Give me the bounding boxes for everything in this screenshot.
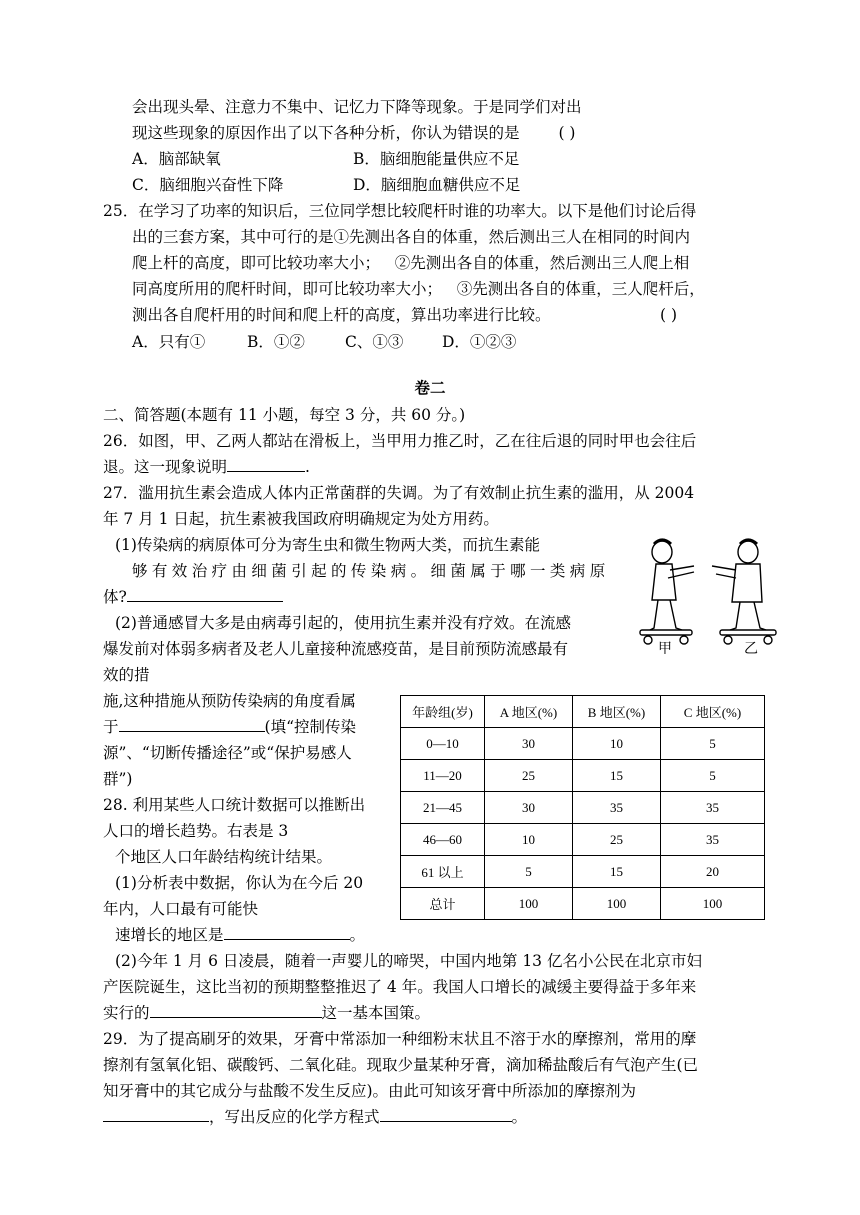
cell-c: 35 [661,792,765,824]
q27-p2-line6: 源”、“切断传播途径”或“保护易感人 [103,744,352,762]
q27-line1: 27．滥用抗生素会造成人体内正常菌群的失调。为了有效制止抗生素的滥用，从 2004 [103,484,695,502]
q28-p2-tail: 这一基本国策。 [321,1004,431,1022]
cell-a: 25 [485,760,573,792]
header-age-group: 年龄组(岁) [401,696,485,728]
cell-c: 35 [661,824,765,856]
q26-period: . [305,458,310,476]
q28-p2-line1: (2)今年 1 月 6 日凌晨，随着一声婴儿的啼哭，中国内地第 13 亿名小公民在北京市妇 [115,952,702,970]
q28-line3: 个地区人口年龄结构统计结果。 [115,848,333,866]
q25-answer-paren: ( ) [660,306,678,324]
q25-option-d: D．①②③ [442,333,517,351]
cell-a: 5 [485,856,573,888]
q28-p1-line3 [115,923,365,947]
cell-age: 61 以上 [401,856,485,888]
q29-equation-blank[interactable] [380,1105,512,1122]
q28-line2: 人口的增长趋势。右表是 3 [103,822,289,840]
section-header: 二、简答题(本题有 11 小题，每空 3 分，共 60 分。) [103,406,466,424]
q28-p1-period: 。 [349,926,366,944]
q27-p2-line2: 爆发前对体弱多病者及老人儿童接种流感疫苗，是目前预防流感最有 [103,640,569,658]
skateboard-figure [632,530,782,654]
q28-line1: 28. 利用某些人口统计数据可以推断出 [103,796,366,814]
table-header-row [401,696,765,728]
q24-option-b: B．脑细胞能量供应不足 [353,150,520,168]
q27-p1-line1: (1)传染病的病原体可分为寄生虫和微生物两大类，而抗生素能 [115,536,540,554]
q29-line2: 擦剂有氢氧化铝、碳酸钙、二氧化硅。现取少量某种牙膏，滴加稀盐酸后有气泡产生(已 [103,1056,699,1074]
q28-p1-line1: (1)分析表中数据，你认为在今后 20 [115,874,364,892]
q27-p1-answer-blank[interactable] [127,585,283,602]
cell-b: 100 [573,888,661,920]
q27-p2-line7: 群”) [103,770,133,788]
q27-line2: 年 7 月 1 日起，抗生素被我国政府明确规定为处方用药。 [103,510,499,528]
table-row-total [401,888,765,920]
q24-line1: 会出现头晕、注意力不集中、记忆力下降等现象。于是同学们对出 [132,98,582,116]
q28-p1-text: 速增长的地区是 [115,926,224,944]
q29-abrasive-blank[interactable] [103,1105,209,1122]
header-region-b: B 地区(%) [573,696,661,728]
q28-p2-line3 [103,1001,430,1025]
cell-c: 5 [661,760,765,792]
label-yi: 乙 [744,641,758,654]
person-yi [712,540,776,644]
q24-line2 [132,121,575,145]
q27-p2-hint: (填“控制传染 [264,718,356,736]
q24-option-c: C．脑细胞兴奋性下降 [132,176,284,194]
q28-p1-line2: 年内，人口最有可能快 [103,900,259,918]
table-row [401,728,765,760]
q25-line3: 爬上杆的高度，即可比较功率大小； ②先测出各自的体重，然后测出三人爬上相 [132,254,690,272]
cell-age: 0—10 [401,728,485,760]
cell-age: 46—60 [401,824,485,856]
q26-text: 退。这一现象说明 [103,458,228,476]
q25-option-b: B．①② [247,333,305,351]
q26-line2 [103,455,310,479]
cell-c: 20 [661,856,765,888]
cell-b: 10 [573,728,661,760]
header-region-a: A 地区(%) [485,696,573,728]
age-structure-table [400,695,765,920]
cell-b: 35 [573,792,661,824]
cell-age: 总计 [401,888,485,920]
q29-period: 。 [511,1108,528,1126]
q29-line4 [103,1105,527,1129]
q25-line1: 25．在学习了功率的知识后，三位同学想比较爬杆时谁的功率大。以下是他们讨论后得 [103,202,697,220]
table-row [401,856,765,888]
cell-b: 25 [573,824,661,856]
cell-age: 11—20 [401,760,485,792]
q27-p2-answer-blank[interactable] [119,715,265,732]
cell-a: 30 [485,792,573,824]
cell-a: 100 [485,888,573,920]
q24-option-a: A．脑部缺氧 [132,150,221,168]
q26-line1: 26．如图，甲、乙两人都站在滑板上，当甲用力推乙时，乙在往后退的同时甲也会往后 [103,432,697,450]
q25-option-c: C、①③ [345,333,404,351]
q24-option-d: D．脑细胞血糖供应不足 [353,176,521,194]
person-jia [640,540,694,644]
cell-b: 15 [573,760,661,792]
q24-answer-paren: ( ) [558,124,576,142]
table-row [401,824,765,856]
q27-p1-text: 体? [103,588,127,606]
cell-c: 100 [661,888,765,920]
q28-p2-text: 实行的 [103,1004,150,1022]
q25-line4: 同高度所用的爬杆时间，即可比较功率大小； ③先测出各自的体重，三人爬杆后， [132,280,705,298]
q27-p2-line3: 效的措 [103,666,150,684]
cell-c: 5 [661,728,765,760]
header-region-c: C 地区(%) [661,696,765,728]
q28-p2-answer-blank[interactable] [150,1001,322,1018]
q29-text: ，写出反应的化学方程式 [209,1108,380,1126]
cell-age: 21—45 [401,792,485,824]
q25-line5: 测出各自爬杆用的时间和爬上杆的高度，算出功率进行比较。 [132,306,551,324]
q29-line1: 29．为了提高刷牙的效果，牙膏中常添加一种细粉末状且不溶于水的摩擦剂，常用的摩 [103,1030,697,1048]
cell-a: 10 [485,824,573,856]
label-jia: 甲 [658,641,672,654]
q28-p1-answer-blank[interactable] [224,923,350,940]
q27-p1-line3 [103,585,283,609]
table-row [401,792,765,824]
q27-p2-text: 于 [103,718,119,736]
q29-line3: 知牙膏中的其它成分与盐酸不发生反应)。由此可知该牙膏中所添加的摩擦剂为 [103,1082,637,1100]
q25-option-a: A．只有① [132,333,206,351]
cell-a: 30 [485,728,573,760]
q24-text: 现这些现象的原因作出了以下各种分析，你认为错误的是 [132,124,520,142]
q27-p2-line1: (2)普通感冒大多是由病毒引起的，使用抗生素并没有疗效。在流感 [115,614,571,632]
q26-answer-blank[interactable] [227,455,305,472]
q25-line2: 出的三套方案，其中可行的是①先测出各自的体重，然后测出三人在相同的时间内 [132,228,691,246]
cell-b: 15 [573,856,661,888]
q27-p2-line4: 施,这种措施从预防传染病的角度看属 [103,692,356,710]
q27-p2-line5 [103,715,356,739]
table-row [401,760,765,792]
q28-p2-line2: 产医院诞生，这比当初的预期整整推迟了 4 年。我国人口增长的减缓主要得益于多年来 [103,978,697,996]
section-title: 卷二 [414,378,446,397]
q27-p1-line2: 够有效治疗由细菌引起的传染病。细菌属于哪一类病原 [132,562,610,580]
